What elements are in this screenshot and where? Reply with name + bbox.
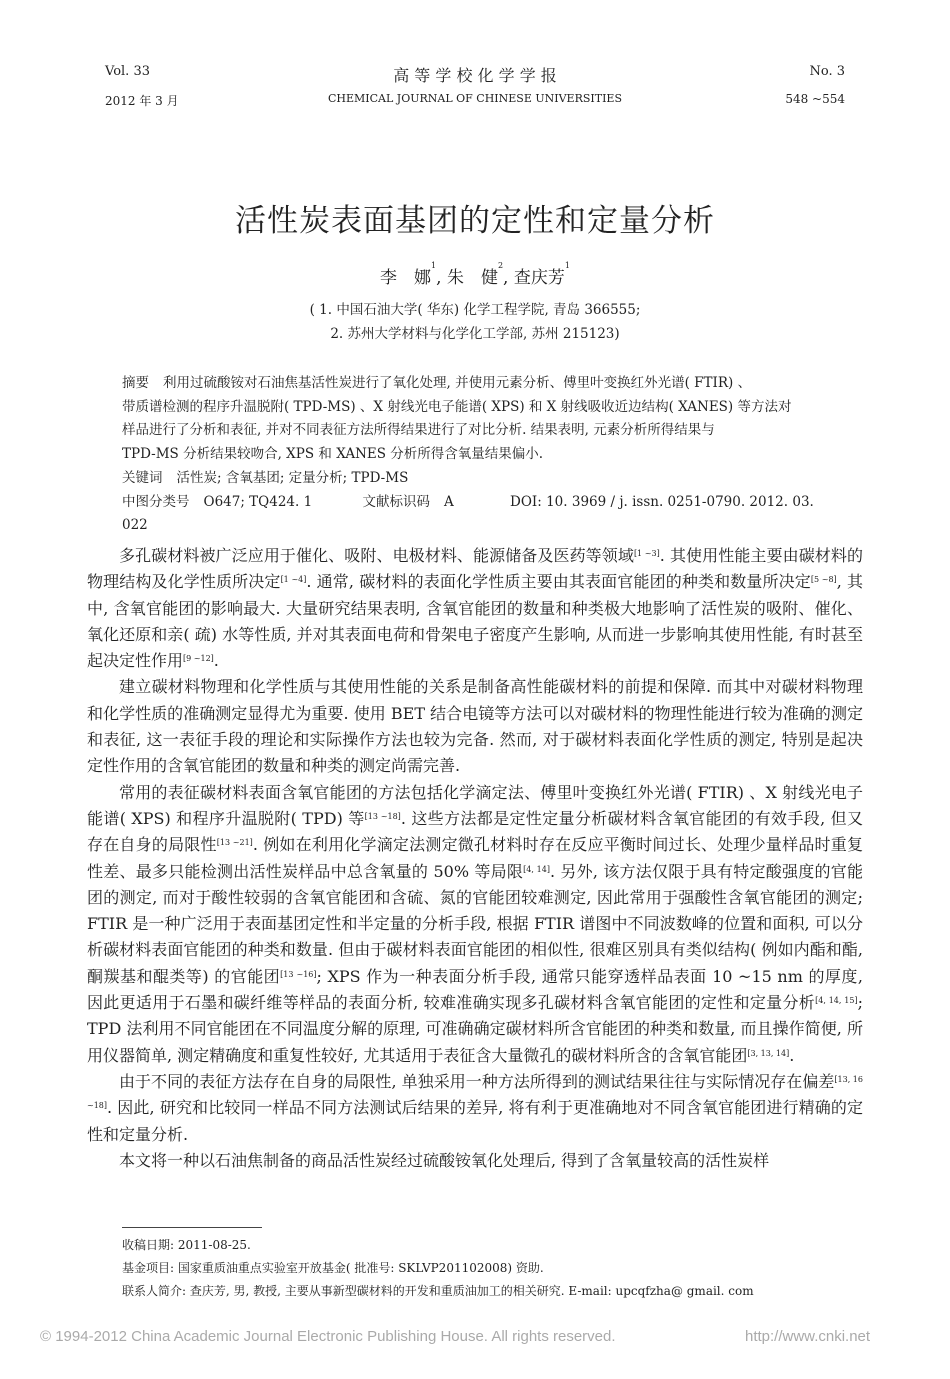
citation-ref: [13 ~18] — [364, 811, 401, 821]
paragraph-text: , 其中, 含氧官能团的影响最大. 大量研究结果表明, 含氧官能团的数量和种类极大地影响了活性炭的吸附、催化、氧化还原和亲( 疏) 水等性质, 并对其表面电荷和骨架电子密度产生影响, 从而进一步影响其使用性能, 有时甚至起决定性作用 — [87, 572, 863, 671]
keywords — [122, 467, 842, 491]
page-range: 548 ~554 — [785, 92, 845, 106]
classification-label: 中图分类号 — [122, 493, 190, 510]
citation-ref: [4, 14, 15] — [815, 996, 858, 1006]
paragraph-text: . 这些方法都是定性定量分析碳材料含氧官能团的有效手段, 但又存在自身的局限性 — [87, 808, 863, 855]
footnote-divider — [122, 1227, 262, 1228]
website-link[interactable]: http://www.cnki.net — [745, 1328, 871, 1345]
doi: DOI: 10. 3969 / j. issn. 0251-0790. 2012. 03. 022 — [122, 493, 814, 534]
body-text — [87, 543, 863, 1174]
citation-ref: [13 ~21] — [216, 838, 253, 848]
keywords-label: 关键词 — [122, 469, 163, 486]
paragraph-text: . 通常, 碳材料的表面化学性质主要由其表面官能团的种类和数量所决定 — [306, 572, 811, 592]
document-code-value: A — [443, 493, 454, 510]
paragraph-text: . 另外, 该方法仅限于具有特定酸强度的官能团的测定, 而对于酸性较弱的含氧官能团和含硫、氮的官能团较难测定, 因此常用于强酸性含氧官能团的测定; FTIR 是一种广泛用于表面基团定性和半定量的分析手段, 根据 FTIR 谱图中不同波数峰的位置和面积, 可以分析碳材料表面官能团的种类和数量. 但由于碳材料表面官能团的相似性, 很难区别具有类似结构( 例如内酯和酯, 酮羰基和醌类等) 的官能团 — [87, 861, 863, 986]
journal-title-cn: 高 等 学 校 化 学 学 报 — [393, 66, 557, 85]
author-name: 查庆芳 — [513, 268, 565, 288]
classification-value: O647; TQ424. 1 — [203, 493, 313, 510]
abstract-label: 摘要 — [122, 375, 149, 391]
affiliation-2: 2. 苏州大学材料与化学化工学部, 苏州 215123) — [330, 326, 620, 342]
paper-title: 活性炭表面基团的定性和定量分析 — [235, 203, 715, 239]
received-date: 收稿日期: 2011-08-25. — [122, 1238, 251, 1252]
paragraph-text: ; TPD 法利用不同官能团在不同温度分解的原理, 可准确确定碳材料所含官能团的种类和数量, 而且操作简便, 所用仪器简单, 测定精确度和重复性较好, 尤其适用于表征含大量微孔的碳材料所含的含氧官能团 — [87, 993, 863, 1065]
keywords-text: 活性炭; 含氧基团; 定量分析; TPD-MS — [176, 469, 409, 486]
paragraph-text: . — [213, 651, 219, 671]
author-affiliation-mark: 2 — [497, 261, 504, 270]
body-paragraph: 本文将一种以石油焦制备的商品活性炭经过硫酸铵氧化处理后, 得到了含氧量较高的活性炭样 — [119, 1150, 770, 1170]
author-name: 朱 健 — [446, 268, 498, 288]
abstract-line: 利用过硫酸铵对石油焦基活性炭进行了氧化处理, 并使用元素分析、傅里叶变换红外光谱( FTIR) 、 — [163, 375, 752, 391]
citation-ref: [3, 13, 14] — [747, 1048, 790, 1058]
citation-ref: [13 ~16] — [280, 969, 317, 979]
journal-title-en: CHEMICAL JOURNAL OF CHINESE UNIVERSITIES — [327, 92, 622, 105]
paragraph-text: . 其使用性能主要由碳材料的物理结构及化学性质所决定 — [87, 546, 863, 592]
paragraph-text: 由于不同的表征方法存在自身的局限性, 单独采用一种方法所得到的测试结果往往与实际情况存在偏差 — [119, 1071, 835, 1091]
abstract-line: TPD-MS 分析结果较吻合, XPS 和 XANES 分析所得含氧量结果偏小. — [122, 446, 544, 463]
paragraph-text: ; XPS 作为一种表面分析手段, 通常只能穿透样品表面 10 ~15 nm 的厚度, 因此更适用于石墨和碳纤维等样品的表面分析, 较难准确实现多孔碳材料含氧官能团的定性和定量分析 — [87, 966, 863, 1013]
authors: 李 娜$^1$, 朱 健$^2$, 查庆芳$^1$ — [380, 261, 570, 288]
copyright-notice: © 1994-2012 China Academic Journal Electronic Publishing House. All rights reserved. — [40, 1328, 616, 1345]
classification-row — [122, 491, 842, 538]
affiliation-1: ( 1. 中国石油大学( 华东) 化学工程学院, 青岛 366555; — [309, 302, 641, 318]
paragraph-text: 多孔碳材料被广泛应用于催化、吸附、电极材料、能源储备及医药等领域 — [119, 546, 634, 565]
volume: Vol. 33 — [105, 64, 150, 79]
funding-note: 基金项目: 国家重质油重点实验室开放基金( 批准号: SKLVP201102008) 资助. — [122, 1261, 544, 1275]
author-name: 李 娜 — [380, 268, 432, 288]
citation-ref: [1 ~4] — [280, 575, 307, 585]
body-paragraph — [87, 1069, 863, 1148]
abstract-line: 带质谱检测的程序升温脱附( TPD-MS) 、X 射线光电子能谱( XPS) 和 X 射线吸收近边结构( XANES) 等方法对 — [122, 398, 792, 415]
body-paragraph: 建立碳材料物理和化学性质与其使用性能的关系是制备高性能碳材料的前提和保障. 而其中对碳材料物理和化学性质的准确测定显得尤为重要. 使用 BET 结合电镜等方法可以对碳材料的物理性能进行较为准确的测定和表征, 这一表征手段的理论和实际操作方法也较为完备. 然而, 对于碳材料表面化学性质的测定, 特别是起决定性作用的含氧官能团的数量和种类的测定尚需完善. — [87, 677, 863, 776]
paragraph-text: 常用的表征碳材料表面含氧官能团的方法包括化学滴定法、傅里叶变换红外光谱( FTIR) 、X 射线光电子能谱( XPS) 和程序升温脱附( TPD) 等 — [87, 782, 863, 828]
body-paragraph — [87, 780, 863, 1069]
paragraph-text: . 例如在利用化学滴定法测定微孔材料时存在反应平衡时间过长、处理少量样品时重复性差、最多只能检测出活性炭样品中总含氧量的 50% 等局限 — [87, 835, 863, 881]
author-affiliation-mark: 1 — [564, 261, 570, 270]
document-code-label: 文献标识码 — [362, 493, 430, 510]
citation-ref: [13, 16 ~18] — [87, 1074, 863, 1111]
paragraph-text: . — [789, 1045, 795, 1065]
contact-note: 联系人简介: 查庆芳, 男, 教授, 主要从事新型碳材料的开发和重质油加工的相关研究. E-mail: upcqfzha@ gmail. com — [122, 1284, 754, 1298]
citation-ref: [4, 14] — [523, 864, 550, 874]
issue-number: No. 3 — [809, 64, 845, 79]
citation-ref: [1 ~3] — [633, 549, 660, 558]
abstract-line: 样品进行了分析和表征, 并对不同表征方法所得结果进行了对比分析. 结果表明, 元素分析所得结果与 — [122, 422, 715, 439]
author-affiliation-mark: 1 — [431, 261, 437, 270]
paragraph-text: . 因此, 研究和比较同一样品不同方法测试后结果的差异, 将有利于更准确地对不同含氧官能团进行精确的定性和定量分析. — [87, 1098, 863, 1144]
publication-date: 2012 年 3 月 — [105, 94, 179, 108]
abstract — [122, 372, 842, 538]
citation-ref: [9 ~12] — [183, 654, 214, 664]
body-paragraph — [87, 543, 863, 674]
citation-ref: [5 ~8] — [810, 575, 837, 585]
